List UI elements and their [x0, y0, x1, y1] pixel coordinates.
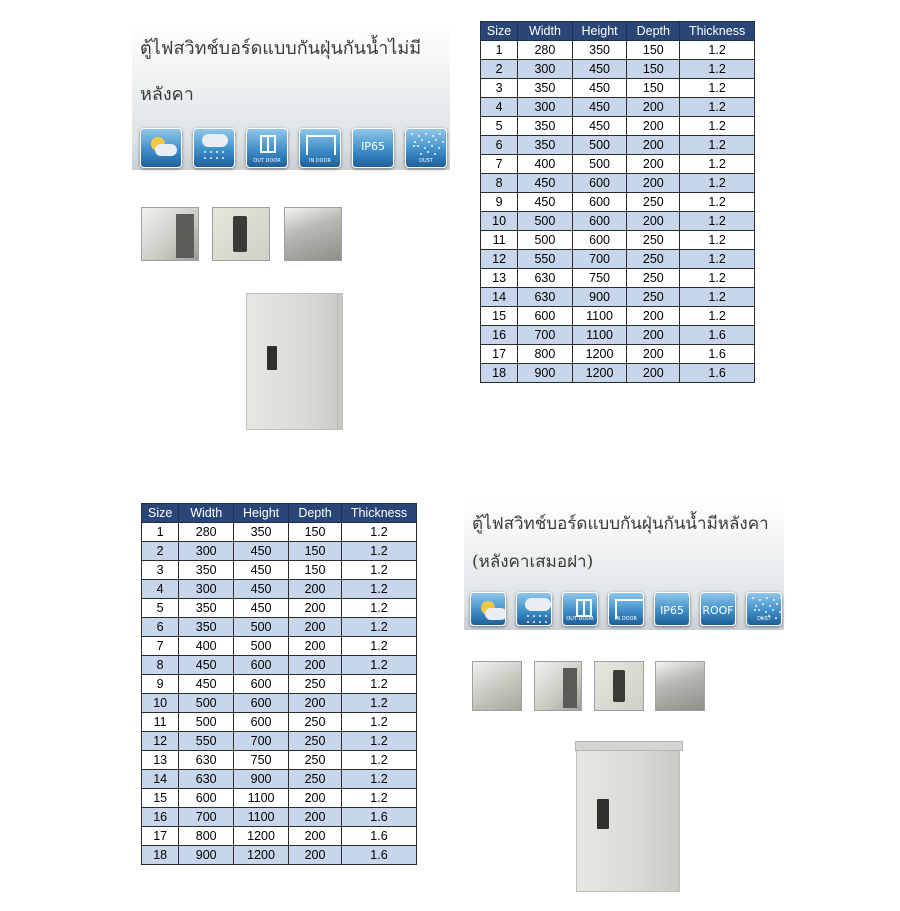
table-cell: 1.2	[680, 212, 755, 231]
dust-icon	[746, 592, 782, 626]
table-cell: 700	[179, 808, 234, 827]
table-cell: 250	[289, 713, 342, 732]
table-cell: 450	[234, 580, 289, 599]
table-cell: 200	[627, 364, 680, 383]
table-row	[142, 808, 417, 827]
table-row	[142, 732, 417, 751]
icon-label: IN DOOR	[615, 616, 637, 622]
table-cell: 600	[234, 656, 289, 675]
table-cell: 750	[234, 751, 289, 770]
table-cell: 1.2	[680, 60, 755, 79]
feature-icons-with-roof	[470, 592, 792, 626]
table-cell: 1.2	[680, 41, 755, 60]
table-cell: 250	[289, 675, 342, 694]
table-cell: 900	[518, 364, 573, 383]
table-cell: 500	[518, 231, 573, 250]
table-cell: 1100	[572, 326, 627, 345]
table-cell: 350	[518, 79, 573, 98]
table-cell: 200	[627, 174, 680, 193]
column-header: Width	[179, 504, 234, 523]
table-row	[142, 770, 417, 789]
table-cell: 350	[179, 599, 234, 618]
table-cell: 150	[627, 60, 680, 79]
column-header: Depth	[289, 504, 342, 523]
cabinet-image-with-roof	[576, 742, 680, 892]
table-cell: 250	[627, 288, 680, 307]
table-cell: 1.2	[341, 751, 416, 770]
table-cell: 250	[289, 732, 342, 751]
table-cell: 1.6	[341, 827, 416, 846]
table-cell: 9	[481, 193, 518, 212]
table-row	[481, 79, 755, 98]
table-cell: 3	[481, 79, 518, 98]
table-cell: 1	[142, 523, 179, 542]
table-row	[142, 542, 417, 561]
table-cell: 450	[572, 117, 627, 136]
table-cell: 600	[179, 789, 234, 808]
table-cell: 16	[481, 326, 518, 345]
table-cell: 450	[518, 193, 573, 212]
title-no-roof: ตู้ไฟสวิทช์บอร์ดแบบกันฝุ่นกันน้ำไม่มี หลังคา	[140, 38, 422, 106]
rain-cloud-icon	[193, 128, 235, 168]
table-cell: 1.2	[341, 789, 416, 808]
table-row	[481, 98, 755, 117]
thumbnail-lock-view	[212, 207, 270, 261]
table-cell: 280	[179, 523, 234, 542]
table-cell: 14	[481, 288, 518, 307]
table-cell: 1200	[234, 827, 289, 846]
table-cell: 800	[518, 345, 573, 364]
icon-label: IN DOOR	[309, 158, 331, 164]
table-cell: 750	[572, 269, 627, 288]
table-row	[481, 288, 755, 307]
table-cell: 350	[234, 523, 289, 542]
thumbnail-top-view-roof	[655, 661, 705, 711]
table-cell: 250	[289, 770, 342, 789]
title-with-roof: ตู้ไฟสวิทช์บอร์ดแบบกันฝุ่นกันน้ำมีหลังคา (หลังคาเสมอฝา)	[472, 514, 769, 573]
table-cell: 1.2	[680, 174, 755, 193]
sun-cloud-icon	[140, 128, 182, 168]
table-cell: 700	[572, 250, 627, 269]
table-cell: 300	[518, 60, 573, 79]
table-cell: 1.2	[680, 288, 755, 307]
table-cell: 14	[142, 770, 179, 789]
table-cell: 11	[142, 713, 179, 732]
table-cell: 1.2	[341, 656, 416, 675]
table-cell: 1.2	[341, 637, 416, 656]
table-cell: 12	[481, 250, 518, 269]
outdoor-icon	[562, 592, 598, 626]
column-header: Size	[142, 504, 179, 523]
column-header: Thickness	[341, 504, 416, 523]
column-header: Height	[234, 504, 289, 523]
table-cell: 500	[234, 618, 289, 637]
table-row	[142, 751, 417, 770]
table-cell: 150	[289, 542, 342, 561]
table-cell: 7	[481, 155, 518, 174]
table-cell: 700	[234, 732, 289, 751]
table-cell: 10	[142, 694, 179, 713]
table-cell: 200	[289, 580, 342, 599]
table-cell: 9	[142, 675, 179, 694]
table-cell: 1.2	[680, 193, 755, 212]
column-header: Width	[518, 22, 573, 41]
table-cell: 1.2	[680, 155, 755, 174]
table-cell: 250	[627, 193, 680, 212]
table-cell: 900	[179, 846, 234, 865]
sun-cloud-icon	[470, 592, 506, 626]
table-row	[142, 846, 417, 865]
table-row	[481, 231, 755, 250]
table-cell: 1.2	[341, 732, 416, 751]
table-cell: 450	[234, 599, 289, 618]
table-cell: 150	[627, 41, 680, 60]
table-header-row	[142, 504, 417, 523]
table-cell: 600	[572, 231, 627, 250]
table-cell: 200	[627, 326, 680, 345]
table-cell: 15	[142, 789, 179, 808]
table-row	[481, 326, 755, 345]
table-cell: 400	[179, 637, 234, 656]
table-cell: 1.2	[341, 770, 416, 789]
table-cell: 12	[142, 732, 179, 751]
icon-label: OUT DOOR	[253, 158, 281, 164]
table-cell: 500	[179, 694, 234, 713]
table-cell: 1100	[234, 808, 289, 827]
table-row	[481, 174, 755, 193]
table-cell: 200	[627, 117, 680, 136]
table-cell: 200	[289, 618, 342, 637]
table-cell: 250	[627, 231, 680, 250]
table-header-row	[481, 22, 755, 41]
table-cell: 1.2	[680, 117, 755, 136]
table-cell: 200	[627, 155, 680, 174]
table-cell: 200	[627, 307, 680, 326]
table-row	[142, 637, 417, 656]
table-row	[481, 193, 755, 212]
table-cell: 17	[142, 827, 179, 846]
table-cell: 250	[289, 751, 342, 770]
table-cell: 3	[142, 561, 179, 580]
table-cell: 1.6	[341, 846, 416, 865]
table-cell: 1.2	[341, 599, 416, 618]
table-row	[142, 580, 417, 599]
table-cell: 450	[179, 656, 234, 675]
column-header: Thickness	[680, 22, 755, 41]
table-row	[142, 523, 417, 542]
column-header: Height	[572, 22, 627, 41]
table-cell: 1100	[234, 789, 289, 808]
table-cell: 6	[142, 618, 179, 637]
thumbnail-top-view	[284, 207, 342, 261]
table-cell: 1.6	[680, 345, 755, 364]
table-row	[481, 307, 755, 326]
table-cell: 200	[289, 808, 342, 827]
table-cell: 200	[627, 212, 680, 231]
outdoor-icon	[246, 128, 288, 168]
thumbnail-hinge-view	[534, 661, 582, 711]
table-cell: 600	[234, 694, 289, 713]
table-cell: 1.6	[680, 326, 755, 345]
table-cell: 630	[518, 288, 573, 307]
table-cell: 200	[289, 827, 342, 846]
table-cell: 350	[179, 618, 234, 637]
table-cell: 200	[289, 599, 342, 618]
table-cell: 1200	[572, 345, 627, 364]
table-cell: 300	[518, 98, 573, 117]
table-cell: 4	[481, 98, 518, 117]
thumbnail-roof-corner	[472, 661, 522, 711]
roof-icon: ROOF	[700, 592, 736, 626]
table-cell: 600	[234, 713, 289, 732]
table-cell: 200	[289, 694, 342, 713]
table-cell: 2	[481, 60, 518, 79]
table-cell: 1.2	[341, 675, 416, 694]
table-cell: 450	[179, 675, 234, 694]
table-cell: 350	[572, 41, 627, 60]
table-row	[142, 827, 417, 846]
table-cell: 600	[572, 193, 627, 212]
table-cell: 17	[481, 345, 518, 364]
table-cell: 450	[572, 98, 627, 117]
table-row	[142, 561, 417, 580]
table-cell: 450	[234, 542, 289, 561]
table-cell: 6	[481, 136, 518, 155]
table-cell: 500	[234, 637, 289, 656]
table-cell: 200	[627, 136, 680, 155]
table-cell: 1.2	[341, 561, 416, 580]
table-cell: 550	[518, 250, 573, 269]
table-cell: 600	[234, 675, 289, 694]
table-row	[481, 269, 755, 288]
table-cell: 350	[518, 136, 573, 155]
table-cell: 8	[481, 174, 518, 193]
thumbnail-side-view	[141, 207, 199, 261]
table-row	[142, 713, 417, 732]
indoor-icon	[608, 592, 644, 626]
table-cell: 600	[518, 307, 573, 326]
table-row	[481, 117, 755, 136]
table-cell: 280	[518, 41, 573, 60]
table-cell: 11	[481, 231, 518, 250]
table-cell: 1.2	[341, 713, 416, 732]
table-cell: 600	[572, 174, 627, 193]
table-cell: 1100	[572, 307, 627, 326]
table-cell: 1.2	[680, 250, 755, 269]
table-cell: 1200	[572, 364, 627, 383]
rain-cloud-icon	[516, 592, 552, 626]
table-cell: 1.2	[341, 580, 416, 599]
table-cell: 1.2	[680, 231, 755, 250]
table-cell: 2	[142, 542, 179, 561]
cabinet-image-no-roof	[246, 293, 343, 430]
table-cell: 300	[179, 580, 234, 599]
table-cell: 1.2	[680, 79, 755, 98]
table-cell: 7	[142, 637, 179, 656]
thumbnail-lock-view-roof	[594, 661, 644, 711]
table-cell: 4	[142, 580, 179, 599]
table-cell: 1.2	[680, 98, 755, 117]
table-row	[481, 364, 755, 383]
table-cell: 200	[627, 345, 680, 364]
table-cell: 500	[179, 713, 234, 732]
table-cell: 1.2	[341, 542, 416, 561]
table-cell: 300	[179, 542, 234, 561]
table-cell: 1.2	[680, 136, 755, 155]
column-header: Depth	[627, 22, 680, 41]
table-cell: 500	[572, 155, 627, 174]
ip65-icon: IP65	[352, 128, 394, 168]
icon-label: DUST	[757, 616, 771, 622]
table-cell: 550	[179, 732, 234, 751]
table-cell: 1.2	[680, 307, 755, 326]
table-cell: 630	[179, 751, 234, 770]
table-cell: 450	[572, 60, 627, 79]
table-cell: 400	[518, 155, 573, 174]
table-cell: 200	[289, 656, 342, 675]
table-row	[142, 694, 417, 713]
table-row	[142, 599, 417, 618]
table-cell: 600	[572, 212, 627, 231]
table-cell: 13	[481, 269, 518, 288]
size-table-with-roof	[141, 503, 417, 865]
table-cell: 1.6	[680, 364, 755, 383]
table-cell: 18	[481, 364, 518, 383]
indoor-icon	[299, 128, 341, 168]
table-row	[481, 155, 755, 174]
table-cell: 800	[179, 827, 234, 846]
table-row	[481, 60, 755, 79]
table-row	[142, 656, 417, 675]
table-cell: 450	[234, 561, 289, 580]
table-cell: 450	[518, 174, 573, 193]
table-row	[481, 136, 755, 155]
table-cell: 630	[179, 770, 234, 789]
table-cell: 10	[481, 212, 518, 231]
icon-label: DUST	[419, 158, 433, 164]
table-cell: 700	[518, 326, 573, 345]
table-cell: 1.6	[341, 808, 416, 827]
table-cell: 900	[572, 288, 627, 307]
table-cell: 1.2	[680, 269, 755, 288]
table-cell: 250	[627, 250, 680, 269]
table-cell: 500	[518, 212, 573, 231]
table-cell: 900	[234, 770, 289, 789]
table-row	[481, 250, 755, 269]
table-cell: 1.2	[341, 694, 416, 713]
table-cell: 150	[289, 523, 342, 542]
table-row	[481, 212, 755, 231]
table-cell: 500	[572, 136, 627, 155]
table-row	[142, 618, 417, 637]
table-cell: 350	[179, 561, 234, 580]
table-cell: 18	[142, 846, 179, 865]
table-cell: 450	[572, 79, 627, 98]
icon-label: OUT DOOR	[566, 616, 594, 622]
feature-icons-no-roof	[140, 128, 458, 168]
table-cell: 150	[289, 561, 342, 580]
table-cell: 8	[142, 656, 179, 675]
table-cell: 13	[142, 751, 179, 770]
table-cell: 630	[518, 269, 573, 288]
table-row	[481, 345, 755, 364]
size-table-no-roof	[480, 21, 755, 383]
table-cell: 15	[481, 307, 518, 326]
table-cell: 5	[481, 117, 518, 136]
table-cell: 200	[627, 98, 680, 117]
table-row	[142, 789, 417, 808]
table-cell: 200	[289, 846, 342, 865]
table-cell: 200	[289, 789, 342, 808]
table-cell: 200	[289, 637, 342, 656]
table-cell: 150	[627, 79, 680, 98]
table-row	[481, 41, 755, 60]
table-cell: 16	[142, 808, 179, 827]
table-cell: 1	[481, 41, 518, 60]
ip65-icon: IP65	[654, 592, 690, 626]
table-row	[142, 675, 417, 694]
table-cell: 1.2	[341, 618, 416, 637]
table-cell: 350	[518, 117, 573, 136]
table-cell: 1200	[234, 846, 289, 865]
dust-icon	[405, 128, 447, 168]
column-header: Size	[481, 22, 518, 41]
table-cell: 250	[627, 269, 680, 288]
table-cell: 1.2	[341, 523, 416, 542]
table-cell: 5	[142, 599, 179, 618]
